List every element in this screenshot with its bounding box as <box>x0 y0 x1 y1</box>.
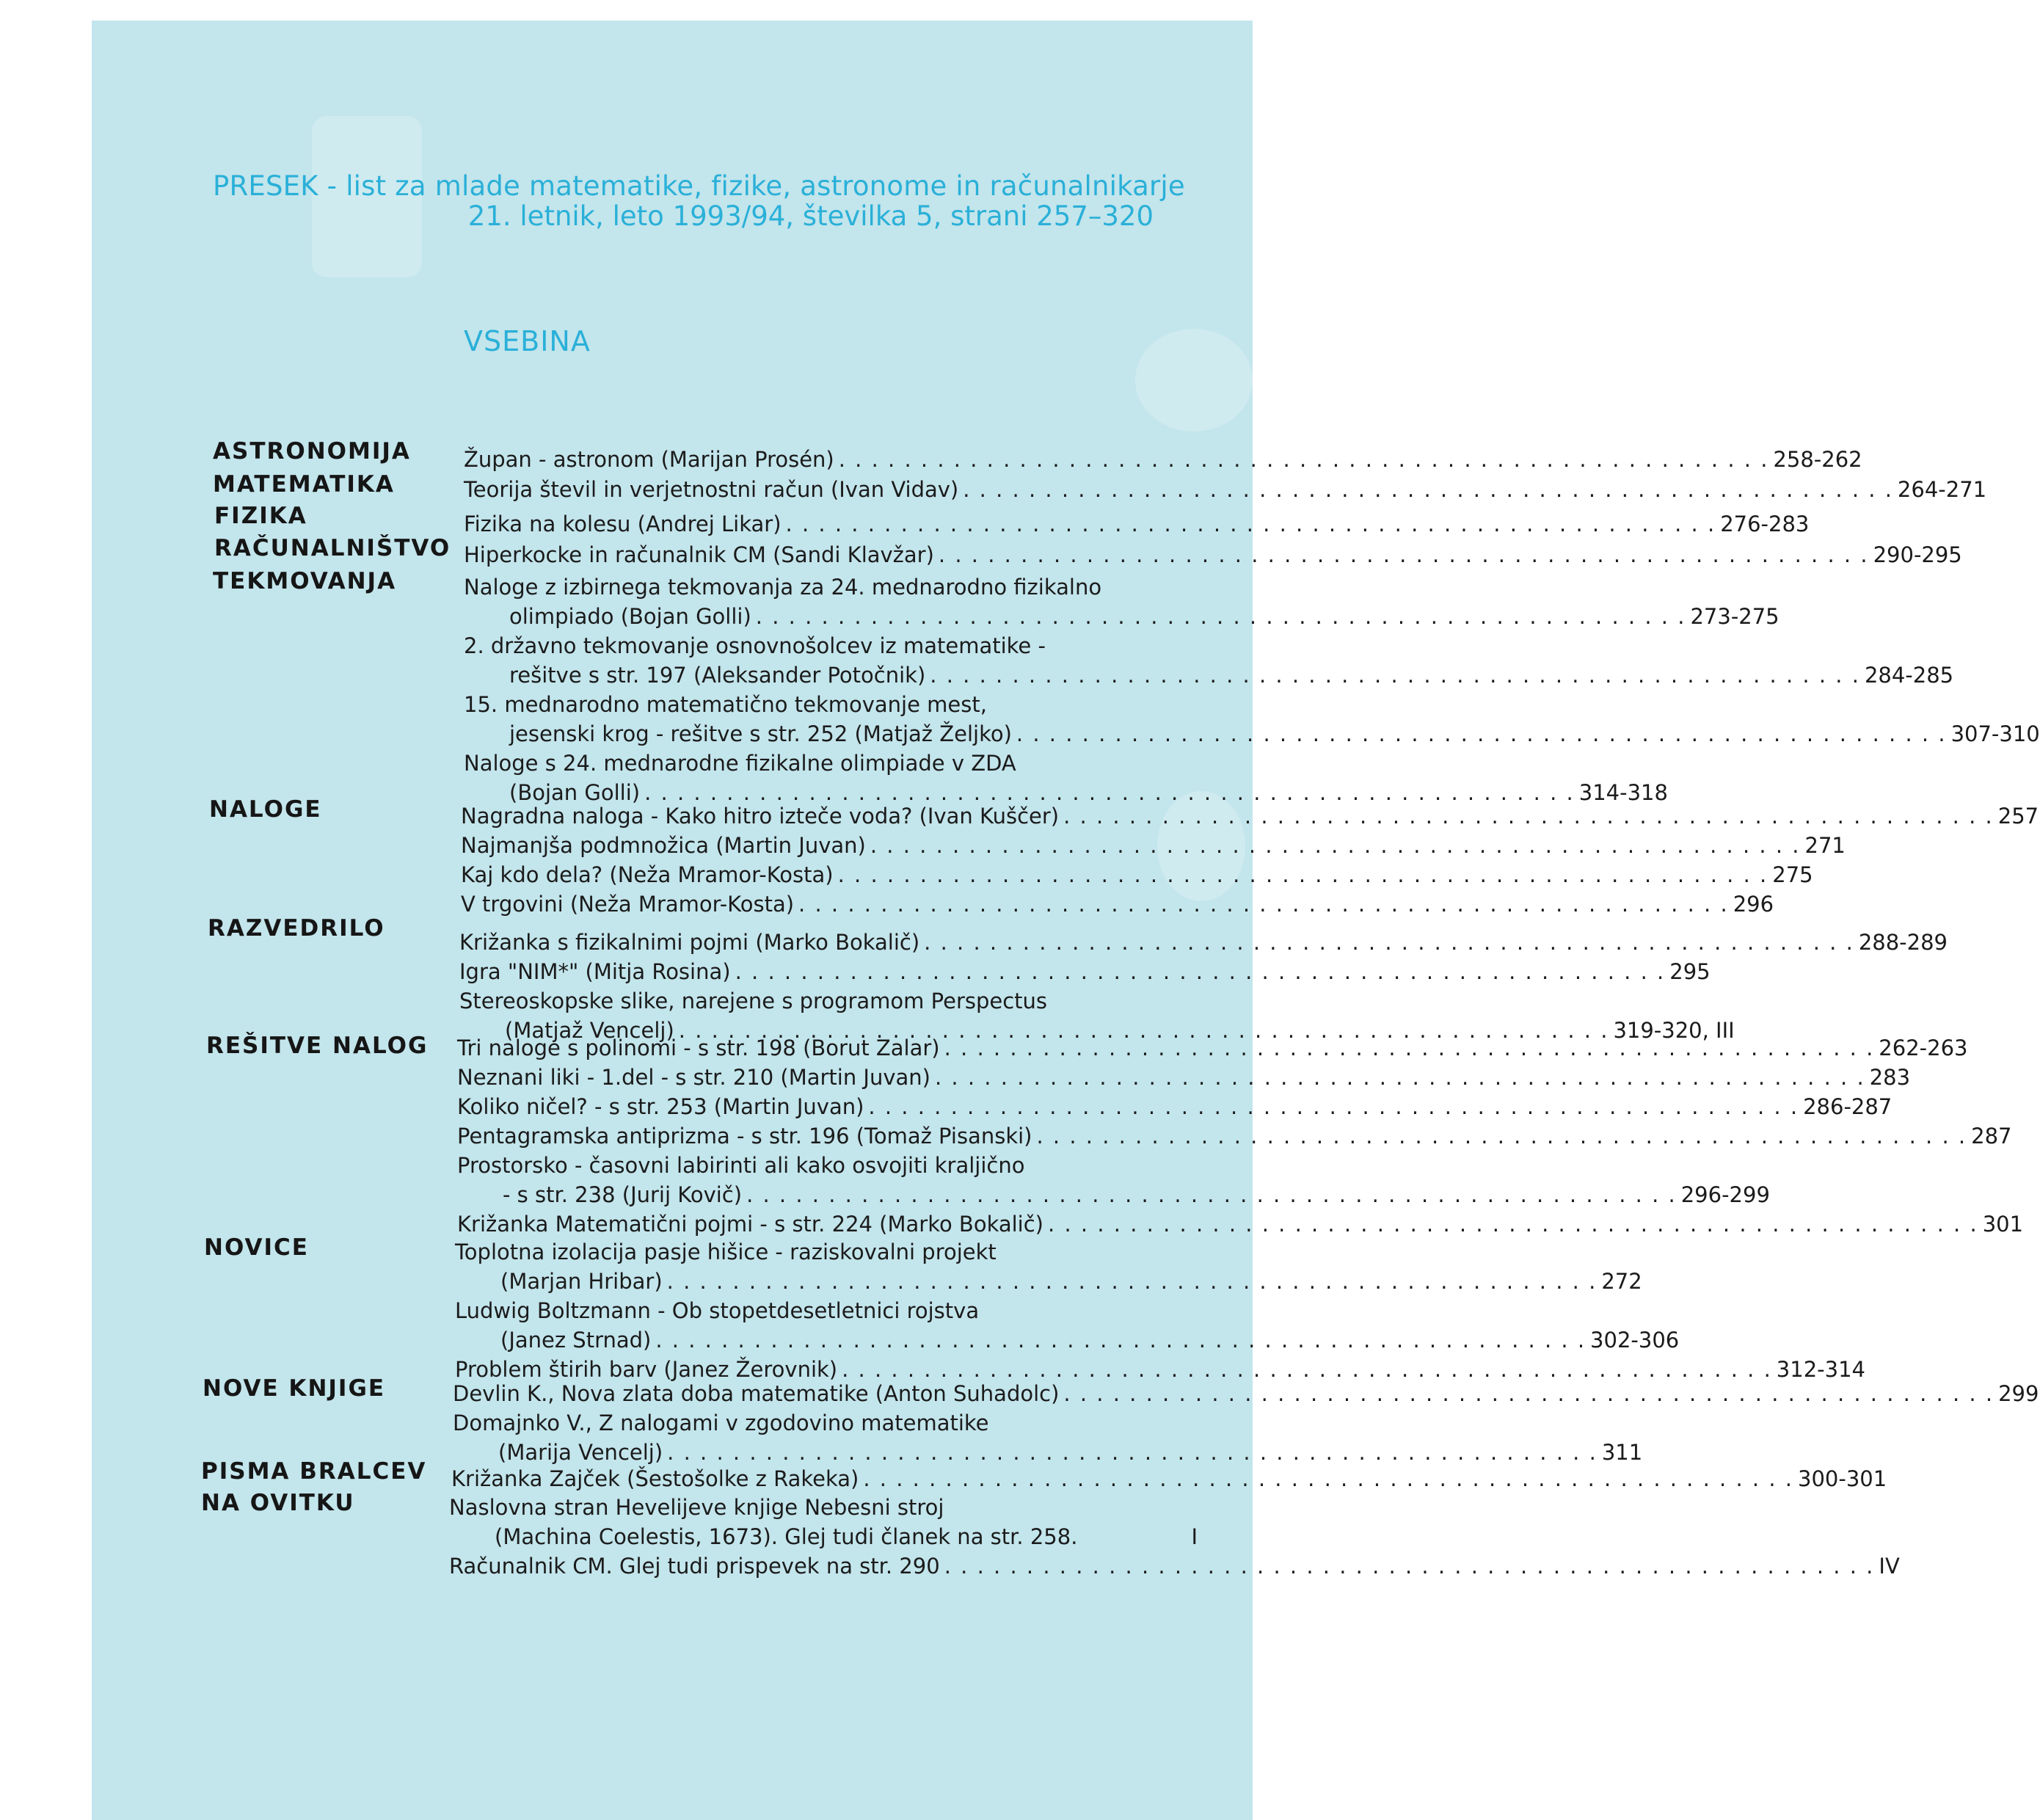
page-number: 296-299 <box>1680 1182 1770 1207</box>
toc-entry-line <box>457 1092 1893 1121</box>
entry-title: Toplotna izolacija pasje hišice - raziskovalni projekt <box>455 1240 997 1264</box>
toc-entry <box>453 1379 2039 1408</box>
toc-entry-line <box>459 957 1711 986</box>
page-number: 299 <box>1998 1381 2039 1406</box>
entry-title: (Marija Vencelj) <box>498 1440 663 1465</box>
page-number: 283 <box>1869 1065 1911 1090</box>
toc-entry-line <box>453 1408 1198 1438</box>
entry-title: Računalnik CM. Glej tudi prispevek na str. 290 <box>449 1554 940 1579</box>
toc-entry <box>457 1033 1968 1063</box>
entry-title: 15. mednarodno matematično tekmovanje mest, <box>464 692 987 717</box>
toc-entry <box>457 1121 2012 1151</box>
page-number: 302-306 <box>1590 1328 1680 1353</box>
section-category: PISMA BRALCEV <box>201 1458 427 1485</box>
section-category: MATEMATIKA <box>213 471 395 498</box>
toc-entry-line <box>464 719 2040 749</box>
entry-title: (Bojan Golli) <box>509 780 641 805</box>
toc-entry <box>459 928 1948 957</box>
section-entries <box>464 540 1962 569</box>
entry-title: Naloge z izbirnega tekmovanja za 24. mednarodno fizikalno <box>464 575 1102 600</box>
page-number: 307-310 <box>1950 721 2040 746</box>
toc-entry-line <box>449 1493 1198 1522</box>
toc-entry-line <box>459 986 1198 1016</box>
page-number: 258-262 <box>1773 447 1862 472</box>
toc-entry-line <box>464 509 1810 539</box>
toc-entry <box>461 860 1813 889</box>
page-number: IV <box>1879 1554 1900 1579</box>
toc-entry-line <box>464 475 1987 504</box>
toc-entry <box>464 509 1810 539</box>
entry-title: Najmanjša podmnožica (Martin Juvan) <box>461 833 866 858</box>
toc-entry <box>461 889 1774 919</box>
toc-entry-line <box>453 1438 1643 1467</box>
entry-title: 2. državno tekmovanje osnovnošolcev iz matematike - <box>464 633 1046 658</box>
section-category: NA OVITKU <box>201 1490 355 1516</box>
journal-title-line: PRESEK - list za mlade matematike, fizike, astronome in računalnikarje <box>213 170 1185 202</box>
dot-leader: . . . . . . . . . . . . . . . . . . . . . . . . . . . . . . . . . . . . . . . . . . . . . . . . . . . . . . . . . <box>944 1035 1875 1060</box>
section-category: NALOGE <box>209 796 322 823</box>
toc-entry-line <box>464 660 1954 690</box>
entry-title: Stereoskopske slike, narejene s programom Perspectus <box>459 989 1048 1013</box>
section-category: FIZIKA <box>214 503 307 529</box>
section-entries <box>455 1237 1865 1384</box>
dot-leader: . . . . . . . . . . . . . . . . . . . . . . . . . . . . . . . . . . . . . . . . . . . . . . . . . . . . . . . . . <box>678 1018 1609 1043</box>
toc-entry <box>461 801 2039 831</box>
page-number: 314-318 <box>1578 780 1668 805</box>
dot-leader: . . . . . . . . . . . . . . . . . . . . . . . . . . . . . . . . . . . . . . . . . . . . . . . . . . . . . . . . . <box>666 1269 1598 1294</box>
section-entries <box>461 801 2039 919</box>
toc-entry <box>464 540 1962 569</box>
entry-title: Ludwig Boltzmann - Ob stopetdesetletnici rojstva <box>455 1298 980 1323</box>
toc-entry <box>464 631 1954 690</box>
dot-leader: . . . . . . . . . . . . . . . . . . . . . . . . . . . . . . . . . . . . . . . . . . . . . . . . . . . . . . . . . <box>863 1466 1794 1491</box>
entry-title: rešitve s str. 197 (Aleksander Potočnik) <box>509 663 926 688</box>
section-category: NOVICE <box>204 1234 309 1261</box>
page-number: 271 <box>1804 833 1846 858</box>
toc-entry <box>457 1092 1893 1121</box>
section-entries <box>464 475 1987 504</box>
entry-title: jesenski krog - rešitve s str. 252 (Matjaž Željko) <box>509 721 1012 746</box>
entry-title: (Marjan Hribar) <box>500 1269 663 1294</box>
toc-entry-line <box>455 1267 1642 1296</box>
toc-entry <box>449 1493 1198 1551</box>
entry-title: Nagradna naloga - Kako hitro izteče voda? (Ivan Kuščer) <box>461 804 1060 829</box>
dot-leader: . . . . . . . . . . . . . . . . . . . . . . . . . . . . . . . . . . . . . . . . . . . . . . . . . . . . . . . . . <box>837 862 1768 887</box>
section-category: NOVE KNJIGE <box>203 1375 386 1402</box>
page-number: 286-287 <box>1803 1094 1893 1119</box>
section-category: RAČUNALNIŠTVO <box>214 535 451 561</box>
dot-leader: . . . . . . . . . . . . . . . . . . . . . . . . . . . . . . . . . . . . . . . . . . . . . . . . . . . . . . . . . <box>930 663 1860 688</box>
toc-entry-line <box>464 540 1962 569</box>
toc-entry-line <box>455 1296 1198 1325</box>
entry-title: Igra "NIM*" (Mitja Rosina) <box>459 959 731 984</box>
section-entries <box>451 1464 1887 1493</box>
toc-entry-line <box>457 1180 1770 1209</box>
entry-title: - s str. 238 (Jurij Kovič) <box>503 1182 743 1207</box>
page-number: 290-295 <box>1873 542 1962 567</box>
entry-title: Pentagramska antiprizma - s str. 196 (Tomaž Pisanski) <box>457 1124 1032 1149</box>
dot-leader: . . . . . . . . . . . . . . . . . . . . . . . . . . . . . . . . . . . . . . . . . . . . . . . . . . . . . . . . . <box>938 542 1869 567</box>
page-number: 287 <box>1971 1124 2012 1149</box>
dot-leader: . . . . . . . . . . . . . . . . . . . . . . . . . . . . . . . . . . . . . . . . . . . . . . . . . . . . . . . . . <box>868 1094 1799 1119</box>
toc-entry-line <box>464 572 1198 602</box>
entry-title: Kaj kdo dela? (Neža Mramor-Kosta) <box>461 862 834 887</box>
entry-title: Fizika na kolesu (Andrej Likar) <box>464 512 782 536</box>
toc-entry-line <box>449 1522 1198 1551</box>
toc-entry-line <box>453 1379 2039 1408</box>
dot-leader: . . . . . . . . . . . . . . . . . . . . . . . . . . . . . . . . . . . . . . . . . . . . . . . . . . . . . . . . . <box>1048 1212 1978 1237</box>
toc-entry-line <box>464 631 1198 660</box>
toc-entry-line <box>455 1325 1680 1355</box>
issue-info-line: 21. letnik, leto 1993/94, številka 5, strani 257–320 <box>467 200 1154 232</box>
dot-leader: . . . . . . . . . . . . . . . . . . . . . . . . . . . . . . . . . . . . . . . . . . . . . . . . . . . . . . . . . <box>644 780 1575 805</box>
entry-title: Teorija števil in verjetnostni račun (Ivan Vidav) <box>464 477 959 502</box>
entry-title: (Machina Coelestis, 1673). Glej tudi članek na str. 258. <box>495 1524 1078 1549</box>
entry-title: Tri naloge s polinomi - s str. 198 (Borut Zalar) <box>457 1035 940 1060</box>
entry-title: Neznani liki - 1.del - s str. 210 (Martin Juvan) <box>457 1065 930 1090</box>
toc-entry-line <box>457 1063 1911 1092</box>
section-entries <box>459 928 1948 1045</box>
dot-leader: . . . . . . . . . . . . . . . . . . . . . . . . . . . . . . . . . . . . . . . . . . . . . . . . . . . . . . . . . <box>842 1357 1772 1382</box>
toc-entry <box>457 1151 1770 1209</box>
page-title: VSEBINA <box>464 325 591 357</box>
page-number: 288-289 <box>1858 930 1948 955</box>
dot-leader: . . . . . . . . . . . . . . . . . . . . . . . . . . . . . . . . . . . . . . . . . . . . . . . . . . . . . . . . . <box>1036 1124 1967 1149</box>
entry-title: Koliko ničel? - s str. 253 (Martin Juvan) <box>457 1094 864 1119</box>
dot-leader: . . . . . . . . . . . . . . . . . . . . . . . . . . . . . . . . . . . . . . . . . . . . . . . . . . . . . . . . . <box>963 477 1893 502</box>
toc-entry <box>455 1237 1642 1296</box>
dot-leader: . . . . . . . . . . . . . . . . . . . . . . . . . . . . . . . . . . . . . . . . . . . . . . . . . . . . . . . . . <box>870 833 1801 858</box>
toc-entry <box>455 1296 1680 1355</box>
toc-entry-line <box>455 1237 1198 1267</box>
toc-entry <box>449 1551 1900 1581</box>
dot-leader: . . . . . . . . . . . . . . . . . . . . . . . . . . . . . . . . . . . . . . . . . . . . . . . . . . . . . . . . . <box>798 892 1729 917</box>
toc-entry <box>451 1464 1887 1493</box>
dot-leader: . . . . . . . . . . . . . . . . . . . . . . . . . . . . . . . . . . . . . . . . . . . . . . . . . . . . . . . . . <box>1016 721 1947 746</box>
dot-leader: . . . . . . . . . . . . . . . . . . . . . . . . . . . . . . . . . . . . . . . . . . . . . . . . . . . . . . . . . <box>944 1554 1875 1579</box>
toc-entry <box>457 1063 1911 1092</box>
section-category: REŠITVE NALOG <box>206 1033 429 1059</box>
section-entries <box>453 1379 2039 1467</box>
section-category: RAZVEDRILO <box>208 915 385 942</box>
toc-entry-line <box>457 1209 2024 1239</box>
section-category: ASTRONOMIJA <box>213 438 411 465</box>
dot-leader: . . . . . . . . . . . . . . . . . . . . . . . . . . . . . . . . . . . . . . . . . . . . . . . . . . . . . . . . . <box>755 604 1686 629</box>
entry-title: Naloge s 24. mednarodne fizikalne olimpiade v ZDA <box>464 751 1016 776</box>
entry-title: Devlin K., Nova zlata doba matematike (Anton Suhadolc) <box>453 1381 1060 1406</box>
entry-title: Domajnko V., Z nalogami v zgodovino matematike <box>453 1410 989 1435</box>
toc-entry-line <box>461 889 1774 919</box>
toc-entry <box>464 690 2040 749</box>
toc-entry <box>464 749 1668 807</box>
page-number: 272 <box>1601 1269 1642 1294</box>
dot-leader: . . . . . . . . . . . . . . . . . . . . . . . . . . . . . . . . . . . . . . . . . . . . . . . . . . . . . . . . . <box>655 1328 1587 1353</box>
toc-entry-line <box>451 1464 1887 1493</box>
toc-entry-line <box>464 445 1862 474</box>
page-number: 276-283 <box>1720 512 1810 536</box>
dot-leader: . . . . . . . . . . . . . . . . . . . . . . . . . . . . . . . . . . . . . . . . . . . . . . . . . . . . . . . . . <box>924 930 1854 955</box>
page-number: 273-275 <box>1690 604 1779 629</box>
dot-leader: . . . . . . . . . . . . . . . . . . . . . . . . . . . . . . . . . . . . . . . . . . . . . . . . . . . . . . . . . <box>735 959 1666 984</box>
entry-title: Župan - astronom (Marijan Prosén) <box>464 447 834 472</box>
section-category: TEKMOVANJA <box>213 568 397 594</box>
toc-entry-line <box>461 860 1813 889</box>
entry-title: (Matjaž Vencelj) <box>505 1018 674 1043</box>
entry-title: Križanka Zajček (Šestošolke z Rakeka) <box>451 1466 859 1491</box>
dot-leader: . . . . . . . . . . . . . . . . . . . . . . . . . . . . . . . . . . . . . . . . . . . . . . . . . . . . . . . . . <box>785 512 1716 536</box>
page-number: 275 <box>1772 862 1813 887</box>
section-entries <box>464 572 2040 807</box>
page-number: 264-271 <box>1897 477 1987 502</box>
toc-entry-line <box>457 1121 2012 1151</box>
page-number: 311 <box>1601 1440 1643 1465</box>
toc-entry <box>464 572 1779 631</box>
toc-entry-line <box>461 831 1846 860</box>
page-number: I <box>1191 1524 1198 1549</box>
dot-leader: . . . . . . . . . . . . . . . . . . . . . . . . . . . . . . . . . . . . . . . . . . . . . . . . . . . . . . . . . <box>935 1065 1865 1090</box>
entry-title: Problem štirih barv (Janez Žerovnik) <box>455 1357 838 1382</box>
toc-entry-line <box>457 1151 1198 1180</box>
entry-title: Križanka s fizikalnimi pojmi (Marko Bokalič) <box>459 930 920 955</box>
page-number: 301 <box>1982 1212 2024 1237</box>
toc-entry-line <box>449 1551 1900 1581</box>
page-number: 284-285 <box>1864 663 1954 688</box>
toc-entry <box>464 475 1987 504</box>
dot-leader: . . . . . . . . . . . . . . . . . . . . . . . . . . . . . . . . . . . . . . . . . . . . . . . . . . . . . . . . . <box>1063 1381 1995 1406</box>
entry-title: Prostorsko - časovni labirinti ali kako osvojiti kraljično <box>457 1153 1025 1178</box>
toc-entry <box>464 445 1862 474</box>
entry-title: (Janez Strnad) <box>500 1328 652 1353</box>
toc-entry-line <box>464 690 1198 719</box>
dot-leader: . . . . . . . . . . . . . . . . . . . . . . . . . . . . . . . . . . . . . . . . . . . . . . . . . . . . . . . . . <box>838 447 1769 472</box>
entry-title: olimpiado (Bojan Golli) <box>509 604 751 629</box>
dot-leader: . . . . . . . . . . . . . . . . . . . . . . . . . . . . . . . . . . . . . . . . . . . . . . . . . . . . . . . . . <box>746 1182 1677 1207</box>
toc-entry-line <box>457 1033 1968 1063</box>
toc-entry-line <box>461 801 2039 831</box>
toc-entry <box>453 1408 1643 1467</box>
section-entries <box>464 445 1862 474</box>
section-entries <box>449 1493 1900 1581</box>
entry-title: Hiperkocke in računalnik CM (Sandi Klavžar) <box>464 542 934 567</box>
page-number: 262-263 <box>1879 1035 1968 1060</box>
dot-leader: . . . . . . . . . . . . . . . . . . . . . . . . . . . . . . . . . . . . . . . . . . . . . . . . . . . . . . . . . <box>667 1440 1598 1465</box>
toc-entry <box>457 1209 2024 1239</box>
page-number: 312-314 <box>1776 1357 1865 1382</box>
entry-title: Naslovna stran Hevelijeve knjige Nebesni stroj <box>449 1495 944 1520</box>
page-number: 257 <box>1997 804 2039 829</box>
toc-entry-line <box>459 928 1948 957</box>
section-entries <box>457 1033 2024 1239</box>
page-number: 319-320, III <box>1613 1018 1735 1043</box>
section-entries <box>464 509 1810 539</box>
dot-leader: . . . . . . . . . . . . . . . . . . . . . . . . . . . . . . . . . . . . . . . . . . . . . . . . . . . . . . . . . <box>1063 804 1994 829</box>
page-number: 295 <box>1669 959 1711 984</box>
page-number: 296 <box>1733 892 1774 917</box>
entry-title: Križanka Matematični pojmi - s str. 224 (Marko Bokalič) <box>457 1212 1044 1237</box>
toc-entry <box>459 957 1711 986</box>
toc-entry-line <box>464 602 1779 631</box>
entry-title: V trgovini (Neža Mramor-Kosta) <box>461 892 795 917</box>
page-number: 300-301 <box>1798 1466 1887 1491</box>
toc-entry <box>461 831 1846 860</box>
toc-entry-line <box>464 749 1198 778</box>
